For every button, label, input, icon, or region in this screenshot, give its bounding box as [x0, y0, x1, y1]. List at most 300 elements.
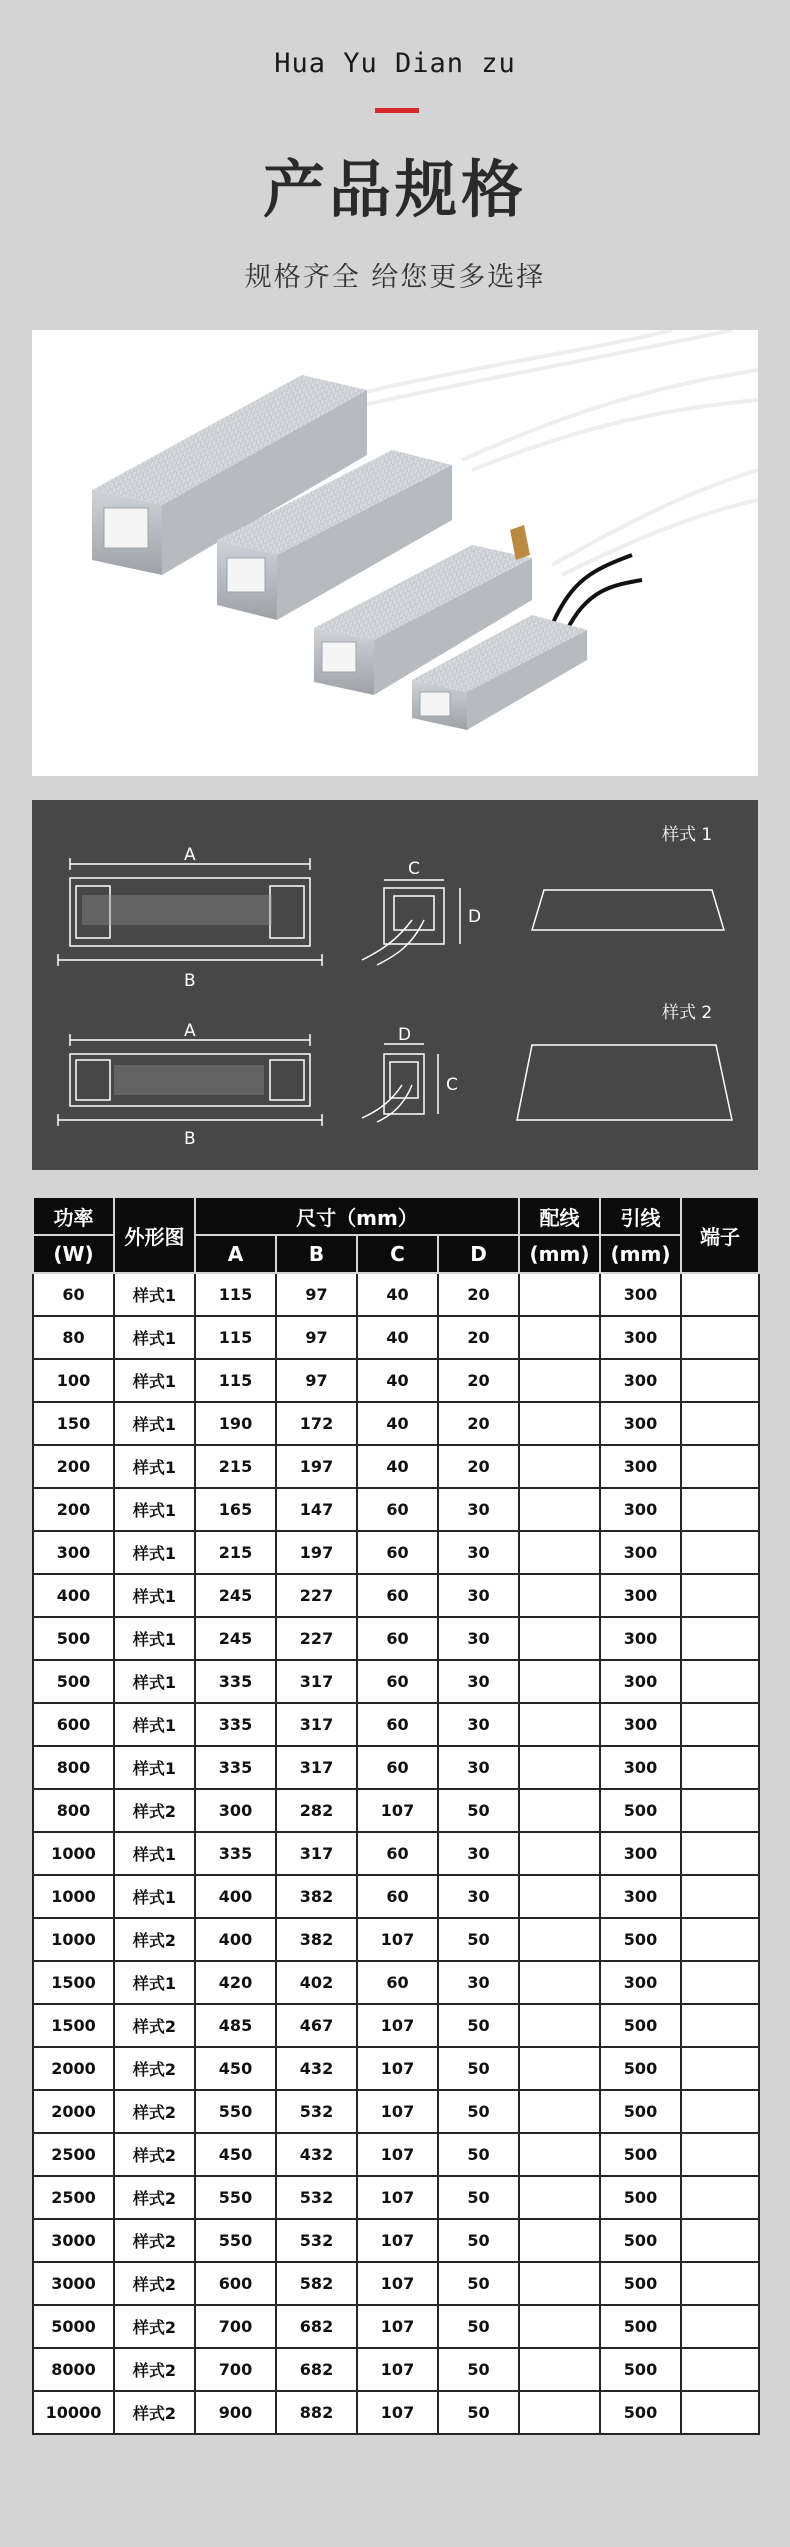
cell-b: 317	[276, 1746, 357, 1789]
cell-d: 20	[438, 1359, 519, 1402]
cell-c: 60	[357, 1703, 438, 1746]
cell-a: 450	[195, 2047, 276, 2090]
cell-lead: 500	[600, 2348, 681, 2391]
cell-wiring	[519, 2262, 600, 2305]
cell-wiring	[519, 1488, 600, 1531]
cell-b: 402	[276, 1961, 357, 2004]
cell-power: 2000	[33, 2090, 114, 2133]
cell-a: 300	[195, 1789, 276, 1832]
cell-c: 107	[357, 1789, 438, 1832]
cell-shape: 样式1	[114, 1273, 195, 1316]
cell-wiring	[519, 1316, 600, 1359]
cell-shape: 样式2	[114, 1918, 195, 1961]
cell-b: 682	[276, 2305, 357, 2348]
cell-d: 30	[438, 1617, 519, 1660]
cell-shape: 样式2	[114, 2348, 195, 2391]
cell-a: 450	[195, 2133, 276, 2176]
table-row	[33, 1617, 759, 1660]
dimension-diagram	[32, 800, 758, 1170]
cell-shape: 样式2	[114, 2004, 195, 2047]
cell-power: 1000	[33, 1918, 114, 1961]
page-subtitle: 规格齐全 给您更多选择	[244, 262, 546, 293]
table-row	[33, 1961, 759, 2004]
cell-power: 80	[33, 1316, 114, 1359]
cell-c: 60	[357, 1488, 438, 1531]
cell-power: 1000	[33, 1832, 114, 1875]
cell-terminal	[681, 1961, 759, 2004]
cell-lead: 300	[600, 1875, 681, 1918]
cell-b: 882	[276, 2391, 357, 2434]
table-row	[33, 2176, 759, 2219]
table-row	[33, 2219, 759, 2262]
cell-b: 147	[276, 1488, 357, 1531]
cell-a: 115	[195, 1273, 276, 1316]
table-row	[33, 2262, 759, 2305]
dim-label-b1: B	[184, 971, 196, 991]
cell-c: 40	[357, 1359, 438, 1402]
resistor-photo-illustration	[32, 330, 758, 776]
cell-lead: 300	[600, 1961, 681, 2004]
cell-b: 382	[276, 1875, 357, 1918]
cell-terminal	[681, 1746, 759, 1789]
cell-shape: 样式1	[114, 1445, 195, 1488]
cell-wiring	[519, 1574, 600, 1617]
spec-table-body	[33, 1273, 759, 2434]
cell-shape: 样式2	[114, 2047, 195, 2090]
style2-label: 样式 2	[662, 1003, 713, 1023]
cell-b: 197	[276, 1531, 357, 1574]
cell-b: 532	[276, 2176, 357, 2219]
header-wiring: 配线	[519, 1197, 600, 1235]
cell-terminal	[681, 1789, 759, 1832]
cell-a: 245	[195, 1617, 276, 1660]
table-row	[33, 1402, 759, 1445]
cell-power: 3000	[33, 2219, 114, 2262]
cell-terminal	[681, 2176, 759, 2219]
cell-wiring	[519, 2219, 600, 2262]
cell-terminal	[681, 1832, 759, 1875]
cell-a: 335	[195, 1660, 276, 1703]
cell-a: 115	[195, 1359, 276, 1402]
cell-shape: 样式2	[114, 2262, 195, 2305]
cell-d: 30	[438, 1875, 519, 1918]
cell-terminal	[681, 1402, 759, 1445]
dim-label-d1: D	[468, 907, 482, 927]
cell-terminal	[681, 2090, 759, 2133]
header-terminal: 端子	[681, 1197, 759, 1273]
table-row	[33, 2348, 759, 2391]
cell-d: 50	[438, 2348, 519, 2391]
cell-lead: 500	[600, 2262, 681, 2305]
cell-terminal	[681, 1445, 759, 1488]
cell-shape: 样式1	[114, 1316, 195, 1359]
cell-c: 107	[357, 1918, 438, 1961]
table-row	[33, 2004, 759, 2047]
cell-power: 500	[33, 1617, 114, 1660]
cell-c: 107	[357, 2133, 438, 2176]
cell-lead: 300	[600, 1273, 681, 1316]
cell-power: 400	[33, 1574, 114, 1617]
cell-a: 165	[195, 1488, 276, 1531]
cell-power: 3000	[33, 2262, 114, 2305]
cell-shape: 样式2	[114, 2305, 195, 2348]
cell-b: 172	[276, 1402, 357, 1445]
cell-d: 50	[438, 2133, 519, 2176]
cell-c: 107	[357, 2305, 438, 2348]
cell-power: 200	[33, 1445, 114, 1488]
cell-shape: 样式2	[114, 2219, 195, 2262]
cell-lead: 300	[600, 1488, 681, 1531]
cell-power: 10000	[33, 2391, 114, 2434]
cell-b: 197	[276, 1445, 357, 1488]
cell-wiring	[519, 1961, 600, 2004]
cell-d: 30	[438, 1531, 519, 1574]
cell-lead: 300	[600, 1402, 681, 1445]
cell-d: 30	[438, 1832, 519, 1875]
cell-terminal	[681, 2391, 759, 2434]
cell-terminal	[681, 1617, 759, 1660]
cell-wiring	[519, 1875, 600, 1918]
cell-shape: 样式1	[114, 1961, 195, 2004]
cell-shape: 样式1	[114, 1875, 195, 1918]
cell-b: 282	[276, 1789, 357, 1832]
cell-shape: 样式2	[114, 2133, 195, 2176]
cell-a: 400	[195, 1918, 276, 1961]
cell-terminal	[681, 1703, 759, 1746]
cell-power: 200	[33, 1488, 114, 1531]
cell-c: 40	[357, 1316, 438, 1359]
cell-lead: 300	[600, 1316, 681, 1359]
cell-d: 50	[438, 1789, 519, 1832]
cell-a: 215	[195, 1445, 276, 1488]
cell-wiring	[519, 1531, 600, 1574]
table-row	[33, 2391, 759, 2434]
cell-lead: 300	[600, 1445, 681, 1488]
cell-power: 2500	[33, 2176, 114, 2219]
cell-a: 335	[195, 1746, 276, 1789]
cell-wiring	[519, 1832, 600, 1875]
cell-terminal	[681, 1359, 759, 1402]
cell-power: 8000	[33, 2348, 114, 2391]
style1-label: 样式 1	[662, 825, 713, 845]
cell-terminal	[681, 2133, 759, 2176]
cell-lead: 300	[600, 1574, 681, 1617]
dimension-drawings	[32, 800, 758, 1170]
cell-c: 107	[357, 2262, 438, 2305]
cell-wiring	[519, 2004, 600, 2047]
dim-label-d2: D	[398, 1025, 412, 1045]
table-row	[33, 1531, 759, 1574]
cell-terminal	[681, 1273, 759, 1316]
cell-power: 100	[33, 1359, 114, 1402]
accent-bar	[375, 108, 419, 113]
dim-label-b2: B	[184, 1129, 196, 1149]
cell-a: 215	[195, 1531, 276, 1574]
cell-b: 467	[276, 2004, 357, 2047]
cell-c: 60	[357, 1875, 438, 1918]
cell-lead: 500	[600, 2176, 681, 2219]
cell-wiring	[519, 1789, 600, 1832]
cell-shape: 样式1	[114, 1488, 195, 1531]
cell-lead: 500	[600, 2391, 681, 2434]
header-lead-unit: (mm)	[600, 1235, 681, 1273]
cell-a: 485	[195, 2004, 276, 2047]
cell-wiring	[519, 1703, 600, 1746]
cell-terminal	[681, 2047, 759, 2090]
cell-lead: 300	[600, 1703, 681, 1746]
table-row	[33, 1359, 759, 1402]
cell-terminal	[681, 1316, 759, 1359]
cell-c: 60	[357, 1746, 438, 1789]
cell-a: 600	[195, 2262, 276, 2305]
cell-c: 40	[357, 1273, 438, 1316]
cell-d: 50	[438, 1918, 519, 1961]
cell-d: 50	[438, 2262, 519, 2305]
table-row	[33, 1789, 759, 1832]
cell-wiring	[519, 1359, 600, 1402]
table-row	[33, 1316, 759, 1359]
cell-a: 115	[195, 1316, 276, 1359]
cell-shape: 样式2	[114, 2176, 195, 2219]
table-row	[33, 1574, 759, 1617]
cell-power: 5000	[33, 2305, 114, 2348]
cell-lead: 500	[600, 2305, 681, 2348]
cell-d: 20	[438, 1273, 519, 1316]
cell-c: 40	[357, 1402, 438, 1445]
cell-c: 60	[357, 1531, 438, 1574]
cell-shape: 样式1	[114, 1402, 195, 1445]
cell-shape: 样式1	[114, 1832, 195, 1875]
cell-wiring	[519, 2305, 600, 2348]
cell-d: 20	[438, 1445, 519, 1488]
header-size: 尺寸（mm）	[195, 1197, 519, 1235]
cell-lead: 300	[600, 1746, 681, 1789]
cell-a: 400	[195, 1875, 276, 1918]
cell-d: 50	[438, 2219, 519, 2262]
cell-d: 50	[438, 2176, 519, 2219]
cell-d: 30	[438, 1574, 519, 1617]
cell-d: 50	[438, 2047, 519, 2090]
cell-lead: 300	[600, 1359, 681, 1402]
dim-label-c2: C	[446, 1075, 458, 1095]
cell-c: 107	[357, 2219, 438, 2262]
cell-d: 50	[438, 2090, 519, 2133]
header-power: 功率	[33, 1197, 114, 1235]
header-power-unit: (W)	[33, 1235, 114, 1273]
cell-shape: 样式2	[114, 1789, 195, 1832]
header-shape: 外形图	[114, 1197, 195, 1273]
header-b: B	[276, 1235, 357, 1273]
cell-lead: 500	[600, 2219, 681, 2262]
spec-table-container	[32, 1196, 758, 2435]
table-row	[33, 1273, 759, 1316]
table-row	[33, 1660, 759, 1703]
cell-d: 50	[438, 2391, 519, 2434]
cell-wiring	[519, 1402, 600, 1445]
cell-b: 432	[276, 2133, 357, 2176]
cell-shape: 样式1	[114, 1531, 195, 1574]
cell-shape: 样式2	[114, 2391, 195, 2434]
cell-b: 382	[276, 1918, 357, 1961]
dim-label-a1: A	[184, 845, 196, 865]
cell-b: 682	[276, 2348, 357, 2391]
cell-wiring	[519, 1617, 600, 1660]
cell-wiring	[519, 2348, 600, 2391]
cell-wiring	[519, 2133, 600, 2176]
cell-a: 700	[195, 2348, 276, 2391]
table-row	[33, 1832, 759, 1875]
page-header	[0, 0, 790, 330]
cell-shape: 样式1	[114, 1617, 195, 1660]
cell-d: 30	[438, 1488, 519, 1531]
cell-power: 1500	[33, 2004, 114, 2047]
cell-c: 107	[357, 2090, 438, 2133]
cell-wiring	[519, 2047, 600, 2090]
cell-lead: 500	[600, 2133, 681, 2176]
cell-wiring	[519, 1660, 600, 1703]
header-wiring-unit: (mm)	[519, 1235, 600, 1273]
header-lead: 引线	[600, 1197, 681, 1235]
table-row	[33, 1488, 759, 1531]
cell-terminal	[681, 2348, 759, 2391]
cell-lead: 500	[600, 1918, 681, 1961]
table-row	[33, 2305, 759, 2348]
cell-c: 60	[357, 1660, 438, 1703]
cell-power: 800	[33, 1746, 114, 1789]
cell-c: 60	[357, 1832, 438, 1875]
cell-lead: 500	[600, 1789, 681, 1832]
header-d: D	[438, 1235, 519, 1273]
table-row	[33, 1445, 759, 1488]
cell-b: 317	[276, 1832, 357, 1875]
cell-power: 800	[33, 1789, 114, 1832]
cell-terminal	[681, 1488, 759, 1531]
header-a: A	[195, 1235, 276, 1273]
cell-a: 550	[195, 2090, 276, 2133]
cell-shape: 样式1	[114, 1703, 195, 1746]
cell-a: 335	[195, 1832, 276, 1875]
cell-wiring	[519, 2090, 600, 2133]
page-title: 产品规格	[262, 153, 527, 226]
cell-power: 60	[33, 1273, 114, 1316]
cell-terminal	[681, 2004, 759, 2047]
cell-power: 150	[33, 1402, 114, 1445]
cell-terminal	[681, 2262, 759, 2305]
cell-power: 2500	[33, 2133, 114, 2176]
cell-power: 600	[33, 1703, 114, 1746]
cell-lead: 300	[600, 1531, 681, 1574]
brand-name: Hua Yu Dian zu	[274, 48, 516, 79]
cell-d: 20	[438, 1402, 519, 1445]
cell-wiring	[519, 1273, 600, 1316]
cell-d: 30	[438, 1961, 519, 2004]
cell-lead: 300	[600, 1660, 681, 1703]
cell-power: 1000	[33, 1875, 114, 1918]
cell-b: 317	[276, 1660, 357, 1703]
cell-lead: 500	[600, 2047, 681, 2090]
cell-d: 50	[438, 2305, 519, 2348]
cell-c: 107	[357, 2004, 438, 2047]
table-row	[33, 1703, 759, 1746]
cell-terminal	[681, 1531, 759, 1574]
cell-a: 420	[195, 1961, 276, 2004]
cell-lead: 300	[600, 1832, 681, 1875]
cell-a: 190	[195, 1402, 276, 1445]
cell-wiring	[519, 2176, 600, 2219]
cell-b: 532	[276, 2090, 357, 2133]
cell-wiring	[519, 1445, 600, 1488]
cell-b: 227	[276, 1574, 357, 1617]
cell-power: 300	[33, 1531, 114, 1574]
cell-a: 900	[195, 2391, 276, 2434]
cell-terminal	[681, 1660, 759, 1703]
cell-terminal	[681, 1918, 759, 1961]
cell-shape: 样式1	[114, 1660, 195, 1703]
cell-d: 30	[438, 1660, 519, 1703]
cell-power: 1500	[33, 1961, 114, 2004]
cell-terminal	[681, 2219, 759, 2262]
cell-a: 550	[195, 2176, 276, 2219]
cell-terminal	[681, 1574, 759, 1617]
cell-c: 60	[357, 1617, 438, 1660]
cell-b: 532	[276, 2219, 357, 2262]
cell-c: 107	[357, 2348, 438, 2391]
cell-d: 20	[438, 1316, 519, 1359]
dim-label-c1: C	[408, 859, 420, 879]
cell-c: 60	[357, 1574, 438, 1617]
cell-shape: 样式1	[114, 1359, 195, 1402]
cell-wiring	[519, 1918, 600, 1961]
cell-b: 432	[276, 2047, 357, 2090]
table-row	[33, 1918, 759, 1961]
cell-shape: 样式1	[114, 1746, 195, 1789]
cell-shape: 样式2	[114, 2090, 195, 2133]
cell-b: 582	[276, 2262, 357, 2305]
cell-d: 50	[438, 2004, 519, 2047]
table-row	[33, 2047, 759, 2090]
cell-terminal	[681, 1875, 759, 1918]
cell-b: 97	[276, 1273, 357, 1316]
cell-c: 107	[357, 2047, 438, 2090]
cell-b: 97	[276, 1359, 357, 1402]
cell-c: 60	[357, 1961, 438, 2004]
table-row	[33, 2133, 759, 2176]
table-row	[33, 1875, 759, 1918]
table-row	[33, 2090, 759, 2133]
cell-wiring	[519, 1746, 600, 1789]
dim-label-a2: A	[184, 1021, 196, 1041]
cell-lead: 500	[600, 2090, 681, 2133]
cell-a: 700	[195, 2305, 276, 2348]
cell-shape: 样式1	[114, 1574, 195, 1617]
table-row	[33, 1746, 759, 1789]
cell-lead: 300	[600, 1617, 681, 1660]
cell-power: 500	[33, 1660, 114, 1703]
cell-wiring	[519, 2391, 600, 2434]
cell-b: 227	[276, 1617, 357, 1660]
spec-table	[32, 1196, 760, 2435]
cell-power: 2000	[33, 2047, 114, 2090]
cell-lead: 500	[600, 2004, 681, 2047]
cell-a: 245	[195, 1574, 276, 1617]
cell-d: 30	[438, 1703, 519, 1746]
header-c: C	[357, 1235, 438, 1273]
cell-c: 107	[357, 2391, 438, 2434]
product-photo	[32, 330, 758, 776]
cell-c: 40	[357, 1445, 438, 1488]
cell-a: 550	[195, 2219, 276, 2262]
cell-b: 317	[276, 1703, 357, 1746]
